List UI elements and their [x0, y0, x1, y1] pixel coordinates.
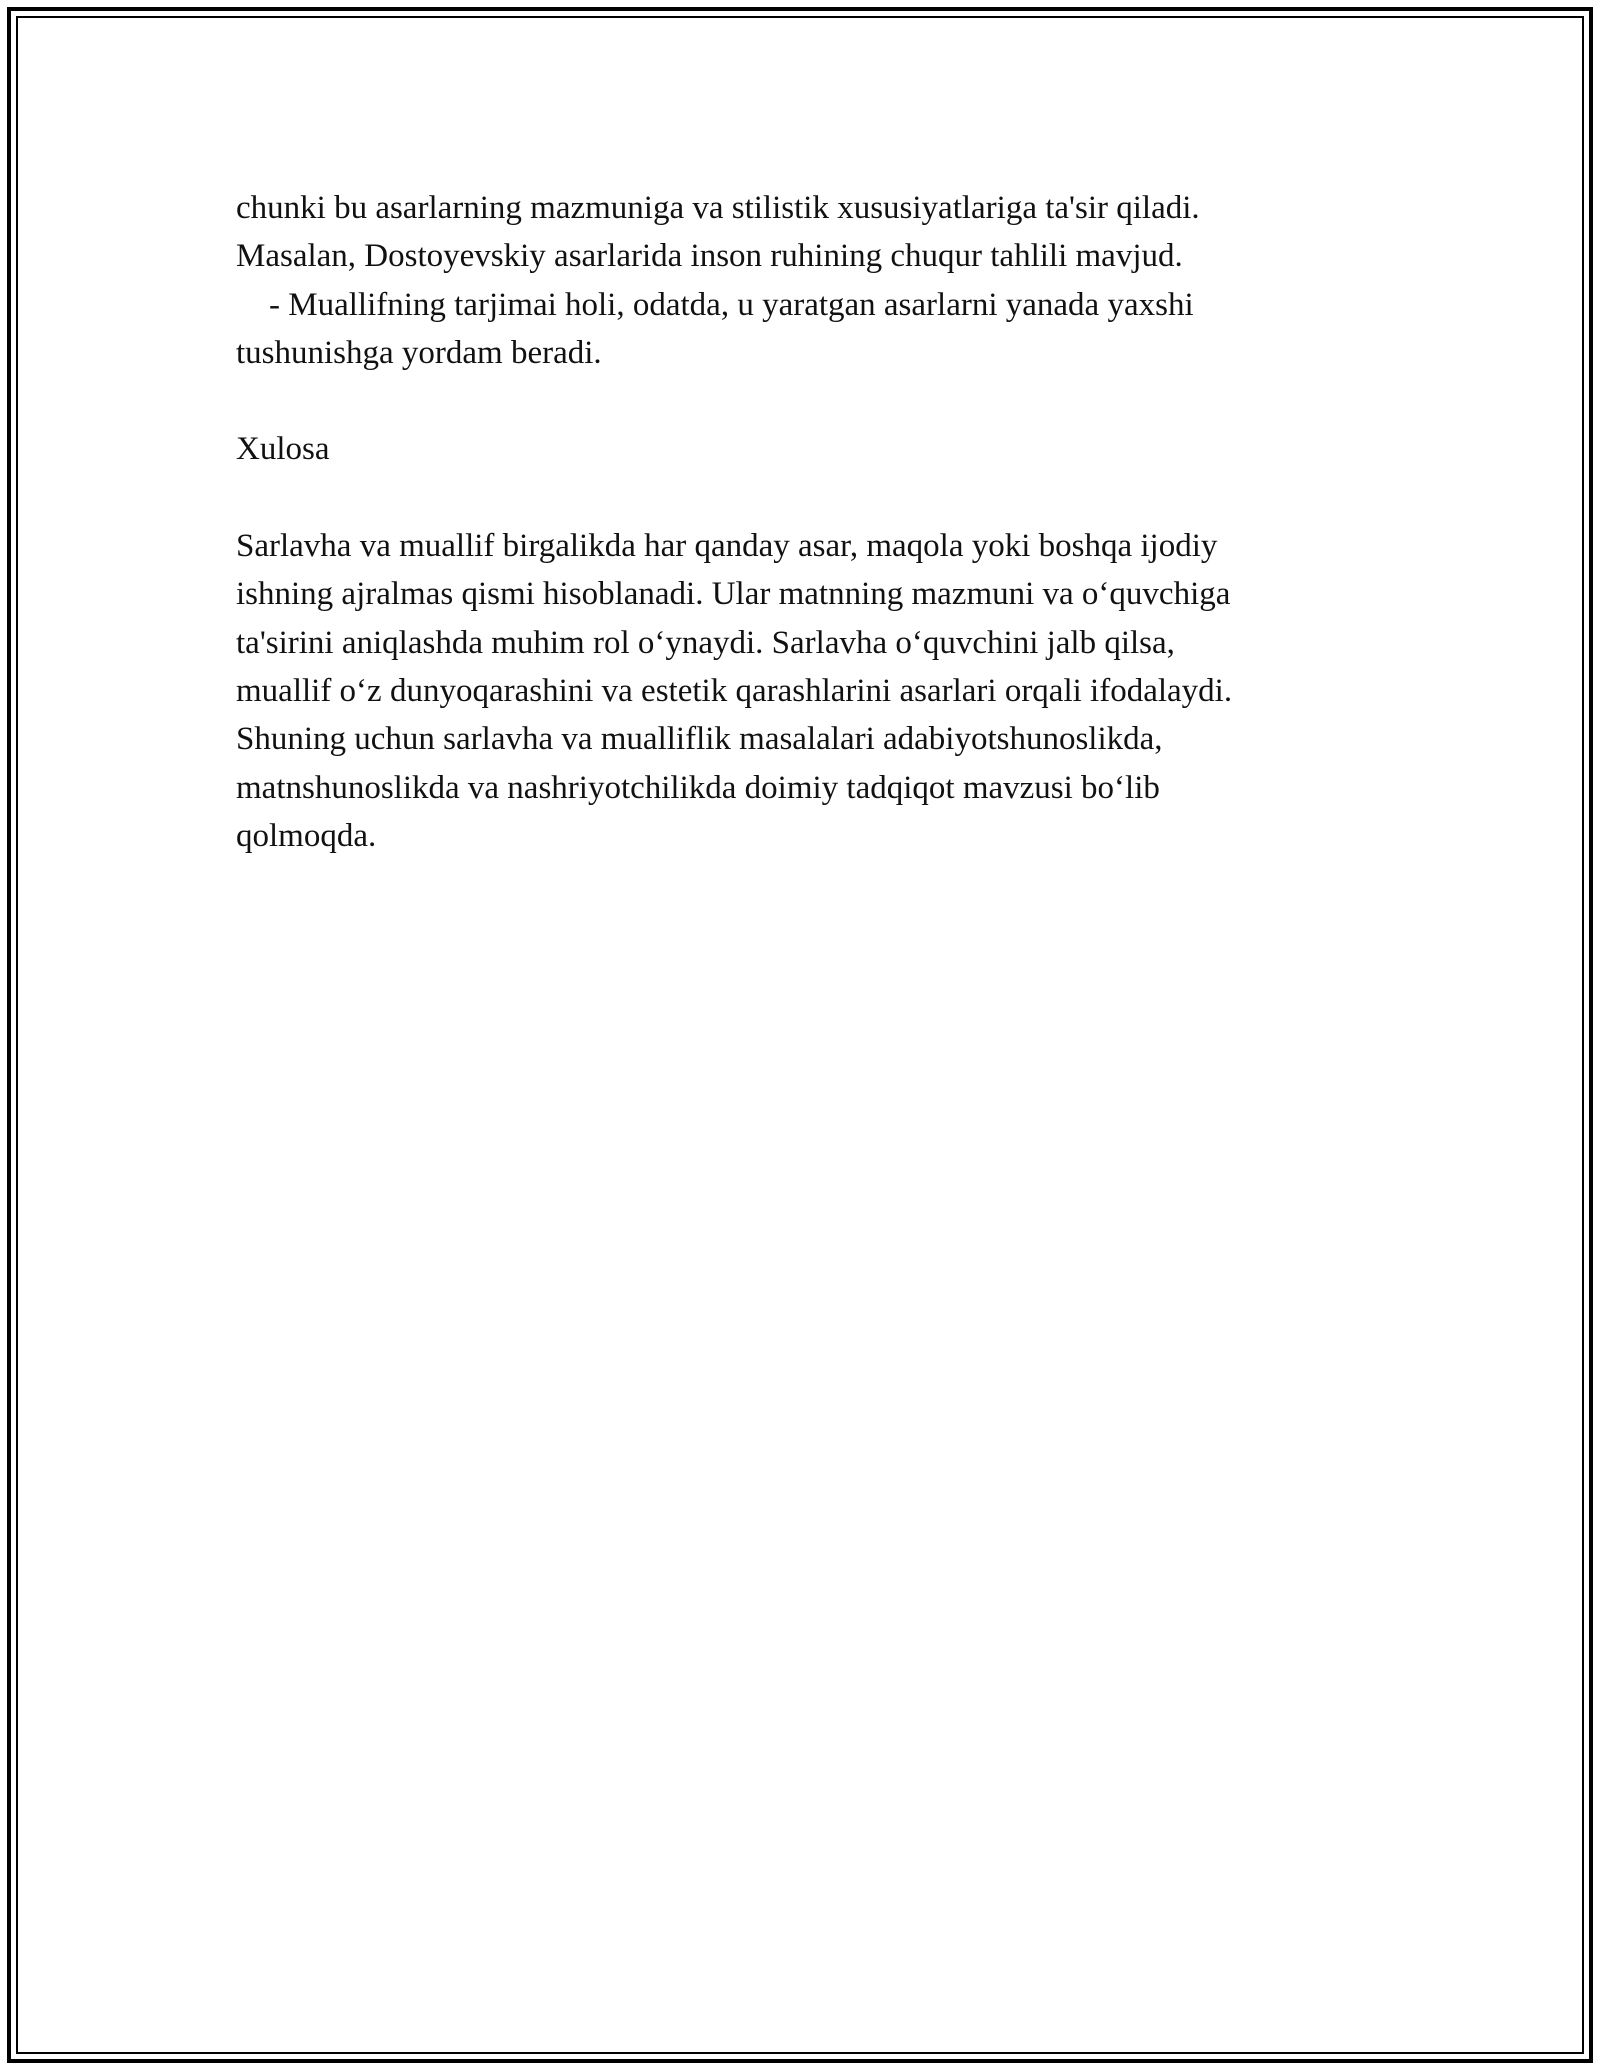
text-line: qolmoqda.	[236, 817, 377, 854]
intro-paragraph	[236, 184, 1366, 377]
text-line: Shuning uchun sarlavha va mualliflik masalalari adabiyotshunoslikda,	[236, 721, 1163, 758]
text-line: ishning ajralmas qismi hisoblanadi. Ular matnning mazmuni va o‘quvchiga	[236, 576, 1231, 613]
section-heading: Xulosa	[236, 431, 330, 468]
document-body	[236, 184, 1366, 860]
text-line: tushunishga yordam beradi.	[236, 334, 602, 371]
text-line: Masalan, Dostoyevskiy asarlarida inson ruhining chuqur tahlili mavjud.	[236, 238, 1183, 275]
text-line: ta'sirini aniqlashda muhim rol o‘ynaydi. Sarlavha o‘quvchini jalb qilsa,	[236, 624, 1175, 661]
text-line: matnshunoslikda va nashriyotchilikda doimiy tadqiqot mavzusi bo‘lib	[236, 769, 1160, 806]
paragraph-spacer	[236, 377, 1366, 425]
text-line: Sarlavha va muallif birgalikda har qanday asar, maqola yoki boshqa ijodiy	[236, 528, 1218, 565]
conclusion-paragraph	[236, 522, 1366, 860]
text-line: chunki bu asarlarning mazmuniga va stilistik xususiyatlariga ta'sir qiladi.	[236, 190, 1200, 226]
paragraph-spacer	[236, 474, 1366, 522]
list-item-line: - Muallifning tarjimai holi, odatda, u yaratgan asarlarni yanada yaxshi	[236, 286, 1194, 323]
text-line: muallif o‘z dunyoqarashini va estetik qarashlarini asarlari orqali ifodalaydi.	[236, 672, 1233, 709]
